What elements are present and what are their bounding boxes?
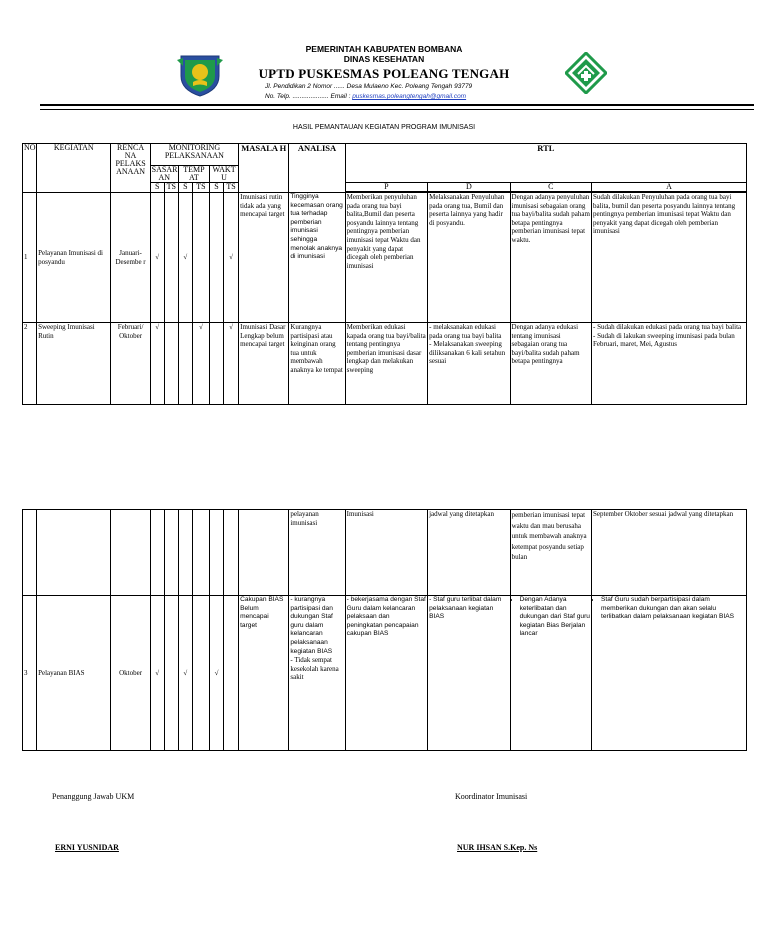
- check-mark: [164, 193, 178, 323]
- row-a: - Sudah dilakukan edukasi pada orang tua bayi balita - Sudah di lakukan sweeping imunisasi pada bulan Februari, maret, Mei, Agustus: [591, 323, 746, 405]
- header-rule-thin: [40, 109, 754, 110]
- row-analisa: - kurangnya partisipasi dan dukungan Staf guru dalam kelancaran pelaksanaan kegiatan BIAS - Tidak sempat kesekolah karena sakit: [289, 596, 345, 751]
- puskesmas-logo: [565, 52, 607, 94]
- gov-line-2: DINAS KESEHATAN: [343, 54, 425, 64]
- row-masalah: Cakupan BIAS Belum mencapai target: [239, 596, 289, 751]
- check-mark: [178, 323, 192, 405]
- check-mark: √: [224, 193, 239, 323]
- row-analisa: Tingginya kecemasan orang tua terhadap pemberian imunisasi sehingga menolak anaknya di imunisasi: [289, 193, 345, 323]
- row-kegiatan: Sweeping Imunisasi Rutin: [37, 323, 111, 405]
- row-p: Memberikan edukasi kapada orang tua bayi/balita tentang pentingnya pemberian imunisasi dasar lengkap dan melakukan sweeping: [345, 323, 427, 405]
- check-mark: √: [192, 323, 209, 405]
- col-waktu: WAKT U: [209, 166, 238, 183]
- col-rtl: RTL: [345, 144, 746, 183]
- table-row: [23, 323, 747, 405]
- col-kegiatan: KEGIATAN: [37, 144, 111, 193]
- row-masalah: Imunisasi rutin tidak ada yang mencapai target: [239, 193, 289, 323]
- a-item: • Staf Guru sudah berpartisipasi dalam memberikan dukungan dan akan selalu terlibatkan dalam pelaksanaan kegiatan BIAS: [601, 596, 745, 622]
- d-item: Melaksanakan sweeping diliksanakan 6 kali setahun sesuai: [429, 340, 506, 366]
- header-rule-thick: [40, 104, 754, 106]
- row-a: Sudah dilakukan Penyuluhan pada orang tua bayi balita, bumil dan peserta posyandu lainnya tentang pentingnya pemberian imunisasi tepat Waktu dan penyakit yang dapat dicegah oleh pemberian imunisasi: [591, 193, 746, 323]
- phone-label: No. Telp. .................... Email :: [265, 93, 351, 100]
- analisa-item: kurangnya partisipasi dan dukungan Staf guru dalam kelancaran pelaksanaan kegiatan BIAS: [290, 596, 333, 655]
- left-signature-title: Penanggung Jawab UKM: [52, 792, 135, 801]
- row-no: 2: [23, 323, 37, 405]
- monitoring-table-continued: [22, 509, 747, 751]
- d-item: melaksanakan edukasi pada orang tua bayi balita: [429, 323, 502, 340]
- col-a: A: [591, 183, 746, 192]
- col-ts: TS: [164, 183, 178, 193]
- a-item: Sudah di lakukan sweeping imunisasi pada bulan Februari, maret, Mei, Agustus: [592, 331, 735, 349]
- address-line: Jl. Pendidikan 2 Nomor ...... Desa Mulaeno Kec. Poleang Tengah 93779: [265, 83, 473, 90]
- check-mark: [164, 323, 178, 405]
- col-s: S: [209, 183, 223, 193]
- row-d: - Staf guru terlibat dalam pelaksanaan kegiatan BIAS: [428, 596, 510, 751]
- col-s: S: [178, 183, 192, 193]
- left-signature-name: ERNI YUSNIDAR: [55, 843, 119, 852]
- col-rencana: RENCA NA PELAKS ANAAN: [111, 144, 150, 193]
- check-mark: [192, 596, 209, 751]
- analisa-item: Tidak sempat kesekolah karena sakit: [290, 656, 339, 682]
- gov-line-1: PEMERINTAH KABUPATEN BOMBANA: [305, 44, 463, 54]
- d-text: Staf guru terlibat dalam pelaksanaan kegiatan BIAS: [429, 596, 502, 621]
- bombana-crest-logo: [175, 52, 225, 98]
- row-c: Dengan adanya edukasi tentang imunisasi sebagaian orang tua bayi/balita sudah paham betapa pentingnya: [510, 323, 591, 405]
- uptd-name: UPTD PUSKESMAS POLEANG TENGAH: [258, 66, 510, 81]
- email-link[interactable]: puskesmas.poleangtengah@gmail.com: [352, 93, 467, 100]
- row-kegiatan: Pelayanan BIAS: [37, 596, 111, 751]
- right-signature-title: Koordinator Imunisasi: [455, 792, 528, 801]
- table-row-continued: [23, 510, 747, 596]
- col-tempat: TEMP AT: [178, 166, 209, 183]
- check-mark: √: [150, 323, 164, 405]
- address-block: [265, 82, 555, 102]
- col-no: NO: [23, 144, 37, 193]
- col-d: D: [428, 183, 510, 192]
- check-mark: √: [224, 323, 239, 405]
- row-p: - bekerjasama dengan Staf Guru dalam kelancaran pelaksaan dan peningkatan pencapaian cakupan BIAS: [345, 596, 427, 751]
- col-analisa: ANALISA: [289, 144, 345, 193]
- cont-a: September Oktober sesuai jadwal yang ditetapkan: [592, 510, 747, 596]
- col-masalah: MASALA H: [239, 144, 289, 193]
- row-no: 3: [23, 596, 37, 751]
- cont-analisa: pelayanan imunisasi: [289, 510, 345, 596]
- cont-d: jadwal yang ditetapkan: [428, 510, 510, 596]
- row-d: Melaksanakan Penyuluhan pada orang tua, Bumil dan peserta lainnya yang hadir di posyandu.: [428, 193, 510, 323]
- cont-c: pemberian imunisasi tepat waktu dan mau berusaha untuk membawah anaknya ketempat posyandu setiap bulan: [510, 510, 591, 596]
- check-mark: √: [178, 193, 192, 323]
- document-title: HASIL PEMANTAUAN KEGIATAN PROGRAM IMUNISASI: [292, 124, 476, 131]
- table-row: [23, 596, 747, 751]
- row-c: [510, 596, 591, 751]
- check-mark: [192, 193, 209, 323]
- check-mark: √: [178, 596, 192, 751]
- check-mark: [209, 323, 223, 405]
- check-mark: √: [150, 596, 164, 751]
- check-mark: [209, 193, 223, 323]
- row-rencana: Februari/ Oktober: [111, 323, 150, 405]
- cont-p: Imunisasi: [345, 510, 427, 596]
- col-c: C: [510, 183, 591, 192]
- check-mark: [164, 596, 178, 751]
- row-c: Dengan adanya penyuluhan imunisasi sebagaian orang tua bayi/balita sudah paham betapa pentingnya pemberian imunisasi tepat waktu.: [510, 193, 591, 323]
- row-p: Memberikan penyuluhan pada orang tua bayi balita,Bumil dan peserta posyandu lainnya tentang pentingnya pemberian imunisasi tepat Waktu dan penyakit yang dapat dicegah oleh pemberian imunisasi: [345, 193, 427, 323]
- government-heading: [250, 44, 518, 64]
- check-mark: √: [209, 596, 223, 751]
- c-item: • Dengan Adanya keterlibatan dan dukungan dari Staf guru kegiatan Bias Berjalan lancar: [520, 596, 590, 639]
- check-mark: [224, 596, 239, 751]
- col-ts: TS: [224, 183, 239, 193]
- monitoring-table: [22, 143, 747, 405]
- col-monitoring: MONITORING PELAKSANAAN: [150, 144, 238, 166]
- row-d: - melaksanakan edukasi pada orang tua bayi balita - Melaksanakan sweeping diliksanakan 6 kali setahun sesuai: [428, 323, 510, 405]
- col-s: S: [150, 183, 164, 193]
- row-kegiatan: Pelayanan Imunisasi di posyandu: [37, 193, 111, 323]
- row-no: 1: [23, 193, 37, 323]
- check-mark: √: [150, 193, 164, 323]
- row-rencana: Oktober: [111, 596, 150, 751]
- row-masalah: Imunisasi Dasar Lengkap belum mencapai target: [239, 323, 289, 405]
- p-text: bekerjasama dengan Staf Guru dalam kelancaran pelaksaan dan peningkatan pencapaian cakupan BIAS: [346, 596, 426, 638]
- row-analisa: Kurangnya partisipasi atau keinginan orang tua untuk membawah anaknya ke tempat: [289, 323, 345, 405]
- col-p: P: [345, 183, 427, 192]
- col-sasaran: SASAR AN: [151, 165, 178, 182]
- row-rencana: Januari-Desembe r: [111, 193, 150, 323]
- table-row: [23, 193, 747, 323]
- col-ts: TS: [192, 183, 209, 193]
- row-a: [592, 596, 747, 751]
- a-item: Sudah dilakukan edukasi pada orang tua bayi balita: [597, 323, 742, 331]
- right-signature-name: NUR IHSAN S.Kep. Ns: [457, 843, 538, 852]
